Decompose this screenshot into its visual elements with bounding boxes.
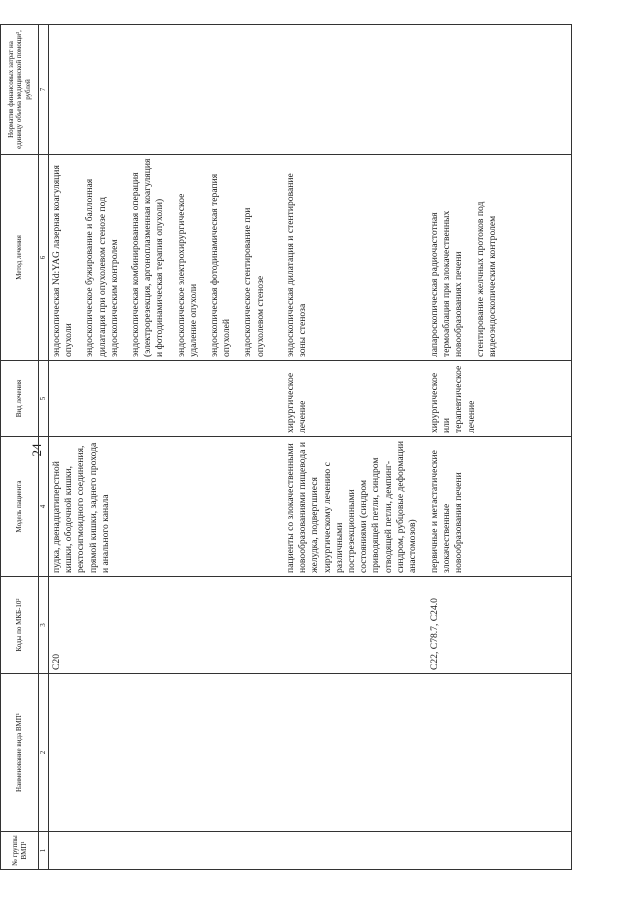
vmp-table — [0, 24, 572, 870]
table-row — [283, 25, 427, 870]
method-item: лапароскопическая радиочастотная термоаблация при злокачественных новообразованиях печени — [429, 210, 465, 357]
column-number: 6 — [39, 155, 49, 361]
method-item: эндоскопическое бужирование и баллонная дилатация при опухолевом стенозе под эндоскопическим контролем — [84, 178, 120, 357]
treatment-method-cell — [427, 155, 572, 361]
cost-norm-cell — [49, 25, 284, 155]
rotated-page — [0, 10, 640, 900]
header-cost-norm: Норматив финансовых затрат на единицу объема медицинской помощи³, рублей — [1, 25, 39, 155]
page-number: 24 — [29, 443, 44, 457]
method-item: эндоскопическое стентирование при опухолевом стенозе — [242, 207, 266, 357]
icd-code-cell — [283, 577, 427, 674]
icd-code-cell: C20 — [49, 577, 284, 674]
vmp-name-cell — [427, 674, 572, 832]
treatment-type-cell — [49, 361, 284, 437]
treatment-type-cell: хирургическое или терапевтическое лечение — [427, 361, 572, 437]
method-item: эндоскопическая Nd:YAG лазерная коагуляция опухоли — [51, 165, 75, 357]
column-number: 2 — [39, 674, 49, 832]
column-number: 5 — [39, 361, 49, 437]
header-icd-codes: Коды по МКБ-10² — [1, 577, 39, 674]
header-vmp-name: Наименование вида ВМП¹ — [1, 674, 39, 832]
header-row — [1, 25, 39, 870]
treatment-method-cell: эндоскопическая дилатация и стентирование зоны стеноза — [283, 155, 427, 361]
header-group-number: № группы ВМП¹ — [1, 832, 39, 870]
patient-model-cell: пудка, двенадцатиперстной кишки, ободочной кишки, ректосигмоидного соединения, прямой кишки, заднего прохода и анального канала — [49, 437, 284, 577]
treatment-method-cell — [49, 155, 284, 361]
column-number: 1 — [39, 832, 49, 870]
method-item: стентирование желчных протоков под видеоэндоскопическим контролем — [474, 201, 498, 357]
icd-code-cell: C22, C78.7, C24.0 — [427, 577, 572, 674]
group-number-cell — [427, 832, 572, 870]
column-number: 4 — [39, 437, 49, 577]
cost-norm-cell — [427, 25, 572, 155]
patient-model-cell: первичные и метастатические злокачественные новообразования печени — [427, 437, 572, 577]
table-row — [49, 25, 284, 870]
method-item: эндоскопическая фотодинамическая терапия опухолей — [209, 173, 233, 357]
column-number: 3 — [39, 577, 49, 674]
group-number-cell — [283, 832, 427, 870]
patient-model-cell: пациенты со злокачественными новообразованиями пищевода и желудка, подвергшиеся хирургическому лечению с различными пострезекционными состояниями (синдром приводящей петли, синдром отводящей петли, демпинг-синдром, рубцовые деформации анастомозов) — [283, 437, 427, 577]
cost-norm-cell — [283, 25, 427, 155]
method-item: эндоскопическое электрохирургическое удаление опухоли — [175, 193, 199, 357]
treatment-type-cell: хирургическое лечение — [283, 361, 427, 437]
header-treatment-type: Вид лечения — [1, 361, 39, 437]
vmp-name-cell — [49, 674, 284, 832]
method-item: эндоскопическая комбинированная операция (электрорезекция, аргоноплазменная коагуляция и фотодинамическая терапия опухоли) — [130, 158, 166, 357]
group-number-cell — [49, 832, 284, 870]
header-treatment-method: Метод лечения — [1, 155, 39, 361]
vmp-name-cell — [283, 674, 427, 832]
column-number-row — [39, 25, 49, 870]
table-row — [427, 25, 572, 870]
column-number: 7 — [39, 25, 49, 155]
header-patient-model: Модель пациента — [1, 437, 39, 577]
